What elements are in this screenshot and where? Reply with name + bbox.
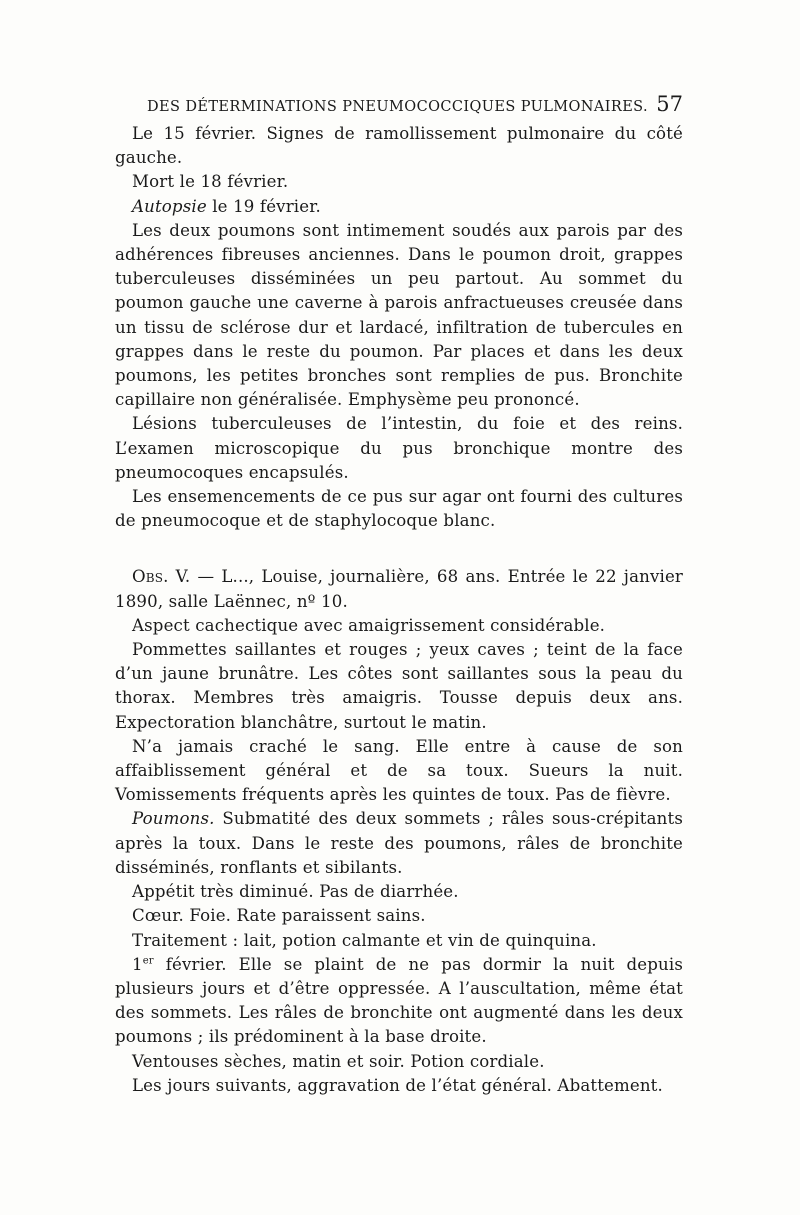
paragraph: Autopsie le 19 février. bbox=[132, 196, 321, 216]
obs-label: Obs. bbox=[132, 567, 169, 587]
observation-heading: Obs. V. — L..., Louise, journalière, 68 ans. Entrée le 22 janvier 1890, salle Laënnec, nº 10. bbox=[115, 567, 683, 611]
paragraph: Pommettes saillantes et rouges ; yeux caves ; teint de la face d’un jaune brunâtre. Les côtes sont saillantes sous la peau du thorax. Membres très amaigris. Tousse depuis deux ans. Expectoration blanchâtre, surtout le matin. bbox=[115, 640, 683, 732]
paragraph: Les deux poumons sont intimement soudés aux parois par des adhérences fibreuses anciennes. Dans le poumon droit, grappes tuberculeuses disséminées un peu partout. Au sommet du poumon gauche une caverne à parois anfractueuses creusée dans un tissu de sclérose dur et lardacé, infiltration de tubercules en grappes dans le reste du poumon. Par places et dans les deux poumons, les petites bronches sont remplies de pus. Bronchite capillaire non généralisée. Emphysème peu prononcé. bbox=[115, 220, 683, 410]
running-title: DES DÉTERMINATIONS PNEUMOCOCCIQUES PULMONAIRES. bbox=[147, 99, 649, 115]
book-page bbox=[115, 92, 683, 1098]
paragraph: Traitement : lait, potion calmante et vin de quinquina. bbox=[132, 930, 597, 950]
paragraph: Appétit très diminué. Pas de diarrhée. bbox=[132, 882, 459, 902]
paragraph: Ventouses sèches, matin et soir. Potion cordiale. bbox=[132, 1051, 545, 1071]
paragraph: Le 15 février. Signes de ramollissement pulmonaire du côté gauche. bbox=[115, 124, 683, 168]
paragraph: N’a jamais craché le sang. Elle entre à cause de son affaiblissement général et de sa toux. Sueurs la nuit. Vomissements fréquents après les quintes de toux. Pas de fièvre. bbox=[115, 736, 683, 805]
autopsy-heading: Autopsie bbox=[132, 196, 207, 216]
paragraph: Cœur. Foie. Rate paraissent sains. bbox=[132, 906, 426, 926]
section-gap bbox=[115, 533, 683, 565]
paragraph: Poumons. Submatité des deux sommets ; râles sous-crépitants après la toux. Dans le reste des poumons, râles de bronchite disséminés, ronflants et sibilants. bbox=[115, 809, 683, 877]
lungs-heading: Poumons. bbox=[132, 809, 215, 829]
running-head bbox=[147, 92, 683, 122]
paragraph: 1er février. Elle se plaint de ne pas dormir la nuit depuis plusieurs jours et d’être oppressée. A l’auscultation, même état des sommets. Les râles de bronchite ont augmenté dans les deux poumons ; ils prédominent à la base droite. bbox=[115, 954, 683, 1047]
paragraph: Mort le 18 février. bbox=[132, 172, 289, 192]
paragraph: Lésions tuberculeuses de l’intestin, du foie et des reins. L’examen microscopique du pus bronchique montre des pneumocoques encapsulés. bbox=[115, 414, 683, 482]
paragraph: Les ensemencements de ce pus sur agar ont fourni des cultures de pneumocoque et de staphylocoque blanc. bbox=[115, 487, 683, 531]
paragraph: Les jours suivants, aggravation de l’état général. Abattement. bbox=[132, 1075, 663, 1095]
paragraph: Aspect cachectique avec amaigrissement considérable. bbox=[132, 615, 606, 635]
page-number: 57 bbox=[656, 92, 683, 116]
